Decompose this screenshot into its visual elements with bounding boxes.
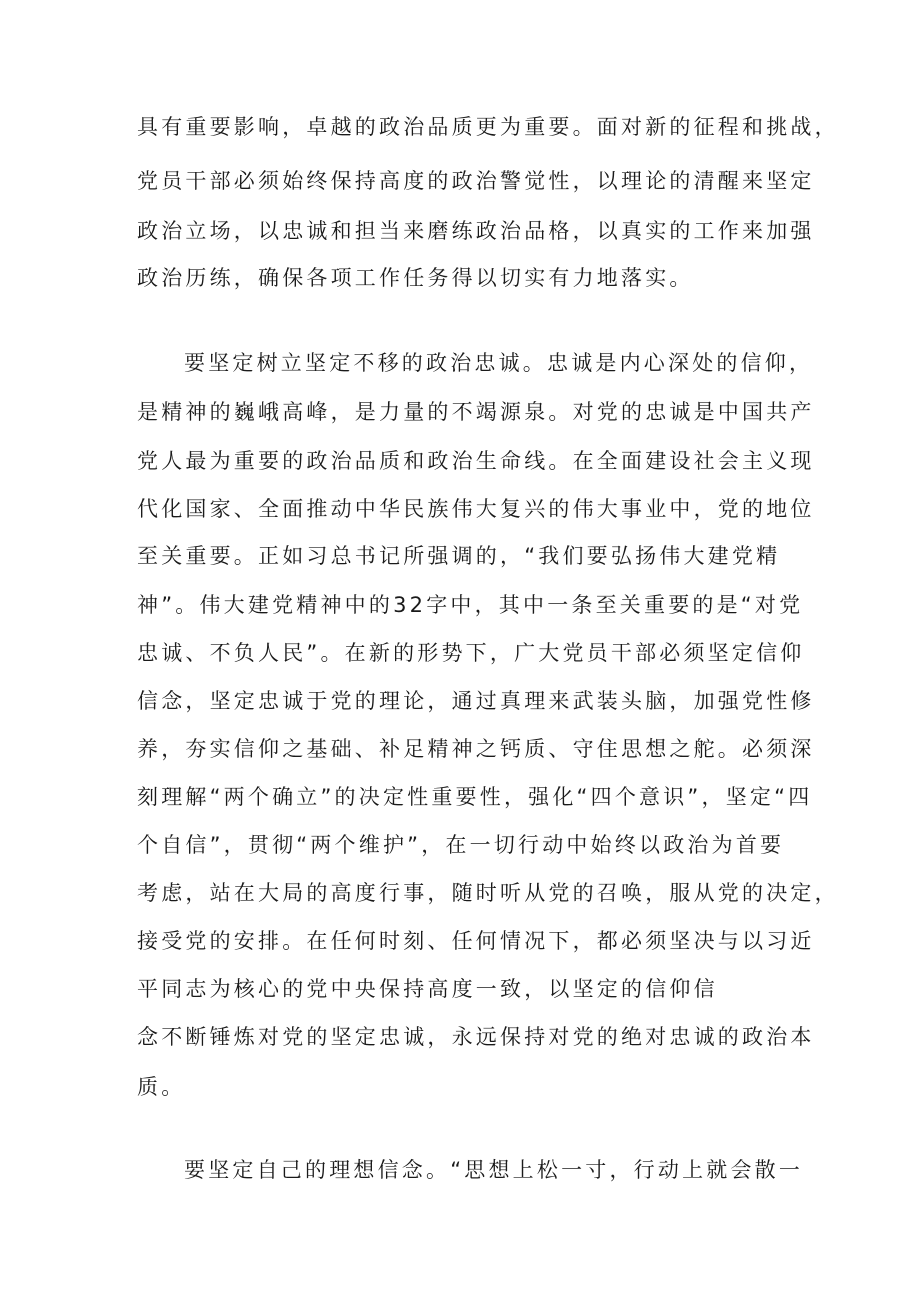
paragraph-2-line-8: 信念，坚定忠诚于党的理论，通过真理来武装头脑，加强党性修	[137, 689, 815, 713]
paragraph-2-line-4: 代化国家、全面推动中华民族伟大复兴的伟大事业中，党的地位	[137, 497, 815, 521]
paragraph-2-line-3: 党人最为重要的政治品质和政治生命线。在全面建设社会主义现	[137, 449, 815, 473]
paragraph-2-line-7: 忠诚、不负人民”。在新的形势下，广大党员干部必须坚定信仰	[137, 641, 805, 665]
paragraph-2-line-5: 至关重要。正如习总书记所强调的，“我们要弘扬伟大建党精	[137, 544, 781, 568]
paragraph-2-line-15: 念不断锤炼对党的坚定忠诚，永远保持对党的绝对忠诚的政治本	[137, 1025, 815, 1049]
paragraph-2-line-13: 接受党的安排。在任何时刻、任何情况下，都必须坚决与以习近	[137, 929, 815, 953]
paragraph-1-line-2: 党员干部必须始终保持高度的政治警觉性，以理论的清醒来坚定	[137, 169, 815, 193]
paragraph-2-line-16: 质。	[137, 1075, 186, 1099]
paragraph-3-line-1: 要坚定自己的理想信念。“思想上松一寸，行动上就会散一	[184, 1158, 804, 1182]
paragraph-2-line-9: 养，夯实信仰之基础、补足精神之钙质、守住思想之舵。必须深	[137, 737, 815, 761]
paragraph-2-line-1: 要坚定树立坚定不移的政治忠诚。忠诚是内心深处的信仰，	[184, 351, 814, 375]
paragraph-2-line-14: 平同志为核心的党中央保持高度一致，以坚定的信仰信	[137, 977, 718, 1001]
paragraph-1-line-4: 政治历练，确保各项工作任务得以切实有力地落实。	[137, 266, 694, 290]
paragraph-2-line-2: 是精神的巍峨高峰，是力量的不竭源泉。对党的忠诚是中国共产	[137, 400, 815, 424]
paragraph-2-line-10: 刻理解“两个确立”的决定性重要性，强化“四个意识”，坚定“四	[137, 785, 813, 809]
paragraph-1-line-1: 具有重要影响，卓越的政治品质更为重要。面对新的征程和挑战，	[137, 115, 839, 139]
paragraph-1-line-3: 政治立场，以忠诚和担当来磨练政治品格，以真实的工作来加强	[137, 219, 815, 243]
paragraph-2-line-6: 神”。伟大建党精神中的32字中，其中一条至关重要的是“对党	[137, 593, 804, 617]
paragraph-2-line-11: 个自信”，贯彻“两个维护”，在一切行动中始终以政治为首要	[137, 833, 785, 857]
paragraph-2-line-12: 考虑，站在大局的高度行事，随时听从党的召唤，服从党的决定，	[137, 881, 839, 905]
